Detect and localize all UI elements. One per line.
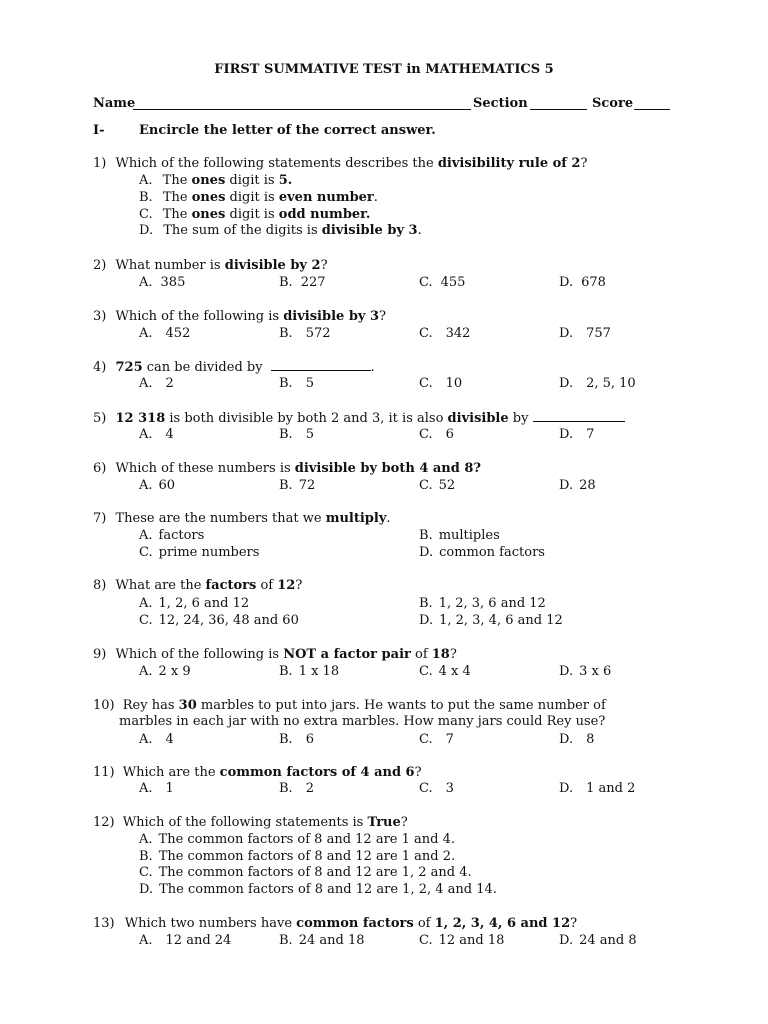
choice-c[interactable]: C. 52 — [419, 478, 456, 493]
question-stem-line2: marbles in each jar with no extra marbles. How many jars could Rey use? — [119, 714, 606, 729]
question-stem: 9) Which of the following is NOT a factor pair of 18? — [93, 647, 457, 662]
choice-row[interactable]: B. The ones digit is even number. — [139, 190, 378, 205]
choice-a[interactable]: A. 2 — [139, 376, 174, 391]
choice-a[interactable]: A. 60 — [139, 478, 176, 493]
choice-row[interactable]: A. The common factors of 8 and 12 are 1 and 4. — [139, 832, 456, 847]
question-stem: 6) Which of these numbers is divisible by both 4 and 8? — [93, 461, 482, 476]
choice-c[interactable]: C. prime numbers — [139, 545, 260, 560]
answer-blank[interactable] — [271, 358, 371, 371]
choice-a[interactable]: A. 452 — [139, 326, 191, 341]
choice-a[interactable]: A. 4 — [139, 732, 174, 747]
choice-c[interactable]: C. 10 — [419, 376, 463, 391]
choice-b[interactable]: B. 1 x 18 — [279, 664, 340, 679]
choice-b[interactable]: B. 72 — [279, 478, 316, 493]
choice-c[interactable]: C. 6 — [419, 427, 454, 442]
name-label: Name — [93, 96, 136, 111]
question-stem: 11) Which are the common factors of 4 and 6? — [93, 765, 422, 780]
question-stem: 4) 725 can be divided by . — [93, 360, 375, 375]
section-label: Section — [473, 96, 528, 111]
question-stem: 8) What are the factors of 12? — [93, 578, 303, 593]
question-number: 6) — [93, 461, 107, 476]
choice-d[interactable]: D. 1 and 2 — [559, 781, 636, 796]
score-blank[interactable] — [634, 95, 670, 110]
choice-row[interactable]: C. The common factors of 8 and 12 are 1, 2 and 4. — [139, 865, 472, 880]
choice-d[interactable]: D. common factors — [419, 545, 545, 560]
question-number: 10) — [93, 698, 115, 713]
name-blank[interactable] — [133, 95, 471, 110]
question-stem: 5) 12 318 is both divisible by both 2 and 3, it is also divisible by — [93, 409, 625, 427]
choice-a[interactable]: A. 4 — [139, 427, 174, 442]
question-stem: 7) These are the numbers that we multiply. — [93, 511, 391, 526]
choice-c[interactable]: C. 7 — [419, 732, 454, 747]
score-label: Score — [592, 96, 634, 111]
question-stem: 12) Which of the following statements is True? — [93, 815, 408, 830]
choice-d[interactable]: D. 24 and 8 — [559, 933, 637, 948]
choice-b[interactable]: B. 5 — [279, 376, 314, 391]
choice-row[interactable]: A. The ones digit is 5. — [139, 173, 293, 188]
question-number: 7) — [93, 511, 107, 526]
page-title: FIRST SUMMATIVE TEST in MATHEMATICS 5 — [214, 62, 554, 77]
question-stem: 1) Which of the following statements describes the divisibility rule of 2? — [93, 156, 588, 171]
choice-c[interactable]: C. 12 and 18 — [419, 933, 505, 948]
question-number: 13) — [93, 916, 115, 931]
choice-b[interactable]: B. 24 and 18 — [279, 933, 365, 948]
question-number: 8) — [93, 578, 107, 593]
part-number: I- — [93, 123, 105, 138]
question-number: 9) — [93, 647, 107, 662]
question-number: 5) — [93, 411, 107, 426]
choice-d[interactable]: D. 1, 2, 3, 4, 6 and 12 — [419, 613, 563, 628]
choice-a[interactable]: A. 1, 2, 6 and 12 — [139, 596, 250, 611]
choice-row[interactable]: B. The common factors of 8 and 12 are 1 and 2. — [139, 849, 456, 864]
question-number: 11) — [93, 765, 115, 780]
choice-d[interactable]: D. 8 — [559, 732, 595, 747]
question-stem: 13) Which two numbers have common factors of 1, 2, 3, 4, 6 and 12? — [93, 916, 578, 931]
choice-d[interactable]: D. 7 — [559, 427, 595, 442]
section-blank[interactable] — [530, 95, 587, 110]
choice-d[interactable]: D. 678 — [559, 275, 606, 290]
choice-a[interactable]: A. factors — [139, 528, 205, 543]
choice-b[interactable]: B. multiples — [419, 528, 500, 543]
question-number: 12) — [93, 815, 115, 830]
choice-d[interactable]: D. 757 — [559, 326, 611, 341]
question-number: 1) — [93, 156, 107, 171]
choice-d[interactable]: D. 28 — [559, 478, 596, 493]
choice-row[interactable]: D. The common factors of 8 and 12 are 1, 2, 4 and 14. — [139, 882, 497, 897]
choice-a[interactable]: A. 1 — [139, 781, 174, 796]
choice-b[interactable]: B. 2 — [279, 781, 314, 796]
choice-b[interactable]: B. 1, 2, 3, 6 and 12 — [419, 596, 546, 611]
choice-b[interactable]: B. 227 — [279, 275, 326, 290]
choice-b[interactable]: B. 6 — [279, 732, 314, 747]
question-number: 4) — [93, 360, 107, 375]
choice-c[interactable]: C. 12, 24, 36, 48 and 60 — [139, 613, 299, 628]
choice-c[interactable]: C. 3 — [419, 781, 454, 796]
answer-blank[interactable] — [533, 409, 625, 422]
choice-d[interactable]: D. 3 x 6 — [559, 664, 612, 679]
choice-a[interactable]: A. 12 and 24 — [139, 933, 232, 948]
question-stem: 10) Rey has 30 marbles to put into jars. He wants to put the same number of — [93, 698, 606, 713]
question-number: 3) — [93, 309, 107, 324]
choice-c[interactable]: C. 4 x 4 — [419, 664, 471, 679]
choice-row[interactable]: D. The sum of the digits is divisible by 3. — [139, 223, 422, 238]
question-stem: 3) Which of the following is divisible by 3? — [93, 309, 387, 324]
question-number: 2) — [93, 258, 107, 273]
choice-a[interactable]: A. 2 x 9 — [139, 664, 191, 679]
choice-b[interactable]: B. 5 — [279, 427, 314, 442]
choice-b[interactable]: B. 572 — [279, 326, 331, 341]
choice-row[interactable]: C. The ones digit is odd number. — [139, 207, 371, 222]
question-stem: 2) What number is divisible by 2? — [93, 258, 328, 273]
choice-c[interactable]: C. 455 — [419, 275, 466, 290]
part-instruction: Encircle the letter of the correct answer. — [139, 123, 436, 138]
choice-a[interactable]: A. 385 — [139, 275, 186, 290]
choice-c[interactable]: C. 342 — [419, 326, 471, 341]
choice-d[interactable]: D. 2, 5, 10 — [559, 376, 636, 391]
